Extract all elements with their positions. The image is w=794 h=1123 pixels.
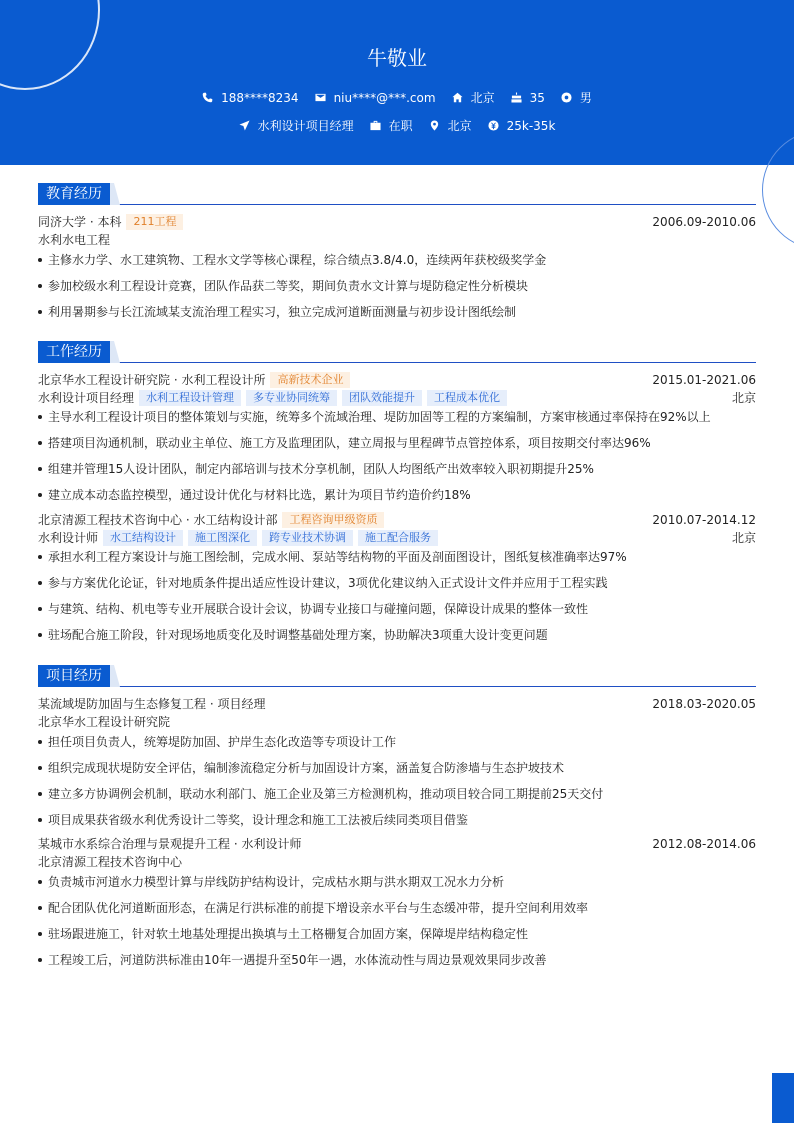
education-school-row (38, 213, 756, 231)
project-date: 2012.08-2014.06 (652, 837, 756, 851)
school-tag: 211工程 (126, 214, 183, 230)
list-item: 驻场配合施工阶段，针对现场地质变化及时调整基础处理方案，协助解决3项重大设计变更问题 (38, 626, 756, 644)
job-role-row (38, 529, 756, 547)
age-value: 35 (529, 90, 545, 105)
list-item: 利用暑期参与长江流域某支流治理工程实习，独立完成河道断面测量与初步设计图纸绘制 (38, 303, 756, 321)
list-item: 搭建项目沟通机制，联动业主单位、施工方及监理团队，建立周报与里程碑节点管控体系，项目按期交付率达96% (38, 434, 756, 452)
resume-header (0, 0, 794, 165)
section-title-fold (110, 665, 120, 687)
project-org: 北京华水工程设计研究院 (38, 715, 171, 729)
skill-tag: 团队效能提升 (342, 390, 422, 406)
list-item: 与建筑、结构、机电等专业开展联合设计会议，协调专业接口与碰撞问题，保障设计成果的整体一致性 (38, 600, 756, 618)
education-section-header (38, 183, 756, 205)
email-item (315, 91, 436, 105)
list-item: 建立成本动态监控模型，通过设计优化与材料比选，累计为项目节约造价约18% (38, 486, 756, 504)
school-line: 同济大学 · 本科 (38, 215, 122, 229)
list-item: 建立多方协调例会机制，联动水利部门、施工企业及第三方检测机构，推动项目较合同工期提前25天交付 (38, 785, 756, 803)
target-city: 北京 (447, 119, 472, 133)
list-item: 承担水利工程方案设计与施工图绘制，完成水闸、泵站等结构物的平面及剖面图设计，图纸复核准确率达97% (38, 548, 756, 566)
skill-tag: 水工结构设计 (103, 530, 183, 546)
phone-item (202, 91, 298, 105)
education-date: 2006.09-2010.06 (652, 215, 756, 229)
work-section-header (38, 341, 756, 363)
company-line: 北京华水工程设计研究院 · 水利工程设计所 (38, 373, 266, 387)
gender-icon (561, 92, 572, 103)
project-name-row (38, 835, 756, 853)
section-title-fold (110, 183, 120, 205)
target-role: 水利设计项目经理 (257, 119, 354, 133)
project-name: 某城市水系综合治理与景观提升工程 · 水利设计师 (38, 837, 302, 851)
list-item: 参加校级水利工程设计竞赛，团队作品获二等奖，期间负责水文计算与堤防稳定性分析模块 (38, 277, 756, 295)
phone-icon (202, 92, 213, 103)
company-line: 北京清源工程技术咨询中心 · 水工结构设计部 (38, 513, 278, 527)
job-status: 在职 (388, 119, 413, 133)
project-name: 某流域堤防加固与生态修复工程 · 项目经理 (38, 697, 266, 711)
list-item: 工程竣工后，河道防洪标准由10年一遇提升至50年一遇，水体流动性与周边景观效果同步改善 (38, 951, 756, 969)
cake-icon (511, 92, 522, 103)
send-icon (239, 120, 250, 131)
email-address: niu****@***.com (333, 90, 436, 105)
section-title-fold (110, 341, 120, 363)
section-title: 工作经历 (38, 341, 110, 363)
job-role-row (38, 389, 756, 407)
list-item: 主导水利工程设计项目的整体策划与实施，统筹多个流域治理、堤防加固等工程的方案编制，方案审核通过率保持在92%以上 (38, 408, 756, 426)
job-location: 北京 (731, 531, 756, 545)
gender-value: 男 (579, 91, 592, 105)
candidate-name: 牛敬业 (367, 46, 427, 70)
gender-item (561, 89, 592, 106)
briefcase-icon (370, 120, 381, 131)
education-section (38, 183, 756, 319)
list-item: 组建并管理15人设计团队，制定内部培训与技术分享机制，团队人均图纸产出效率较入职初期提升25% (38, 460, 756, 478)
job-company-row (38, 511, 756, 529)
skill-tag: 施工配合服务 (358, 530, 438, 546)
job-role: 水利设计项目经理 (38, 391, 135, 405)
list-item: 参与方案优化论证，针对地质条件提出适应性设计建议，3项优化建议纳入正式设计文件并应用于工程实践 (38, 574, 756, 592)
list-item: 主修水力学、水工建筑物、工程水文学等核心课程，综合绩点3.8/4.0，连续两年获校级奖学金 (38, 251, 756, 269)
education-major: 水利水电工程 (38, 233, 111, 247)
phone-number: 188****8234 (221, 90, 299, 105)
list-item: 项目成果获省级水利优秀设计二等奖，设计理念和施工工法被后续同类项目借鉴 (38, 811, 756, 829)
list-item: 担任项目负责人，统筹堤防加固、护岸生态化改造等专项设计工作 (38, 733, 756, 751)
section-title: 教育经历 (38, 183, 110, 205)
age-item (511, 91, 545, 105)
projects-section (38, 665, 756, 967)
job-date: 2010.07-2014.12 (652, 513, 756, 527)
job-location: 北京 (731, 391, 756, 405)
money-icon (488, 120, 499, 131)
work-section (38, 341, 756, 642)
status-item (370, 117, 413, 134)
list-item: 负责城市河道水力模型计算与岸线防护结构设计，完成枯水期与洪水期双工况水力分析 (38, 873, 756, 891)
list-item: 驻场跟进施工，针对软土地基处理提出换填与土工格栅复合加固方案，保障堤岸结构稳定性 (38, 925, 756, 943)
projects-section-header (38, 665, 756, 687)
salary-item (488, 119, 556, 133)
contact-row (0, 89, 794, 106)
skill-tag: 工程成本优化 (427, 390, 507, 406)
target-role-item (239, 117, 354, 134)
mail-icon (315, 92, 326, 103)
list-item: 组织完成现状堤防安全评估，编制渗流稳定分析与加固设计方案，涵盖复合防渗墙与生态护坡技术 (38, 759, 756, 777)
home-icon (452, 92, 463, 103)
location-pin-icon (429, 120, 440, 131)
section-title: 项目经历 (38, 665, 110, 687)
job-company-row (38, 371, 756, 389)
project-name-row (38, 695, 756, 713)
company-tag: 工程咨询甲级资质 (282, 512, 384, 528)
skill-tag: 跨专业技术协调 (262, 530, 353, 546)
job-intent-row (0, 117, 794, 134)
skill-tag: 施工图深化 (188, 530, 257, 546)
expected-salary: 25k-35k (506, 118, 556, 133)
project-date: 2018.03-2020.05 (652, 697, 756, 711)
job-date: 2015.01-2021.06 (652, 373, 756, 387)
skill-tag: 水利工程设计管理 (139, 390, 241, 406)
job-role: 水利设计师 (38, 531, 99, 545)
decorative-corner-block (772, 1073, 794, 1123)
company-tag: 高新技术企业 (270, 372, 350, 388)
list-item: 配合团队优化河道断面形态，在满足行洪标准的前提下增设亲水平台与生态缓冲带，提升空间利用效率 (38, 899, 756, 917)
city-item (452, 89, 495, 106)
project-org: 北京清源工程技术咨询中心 (38, 855, 183, 869)
current-city: 北京 (470, 91, 495, 105)
target-city-item (429, 117, 472, 134)
skill-tag: 多专业协同统筹 (246, 390, 337, 406)
